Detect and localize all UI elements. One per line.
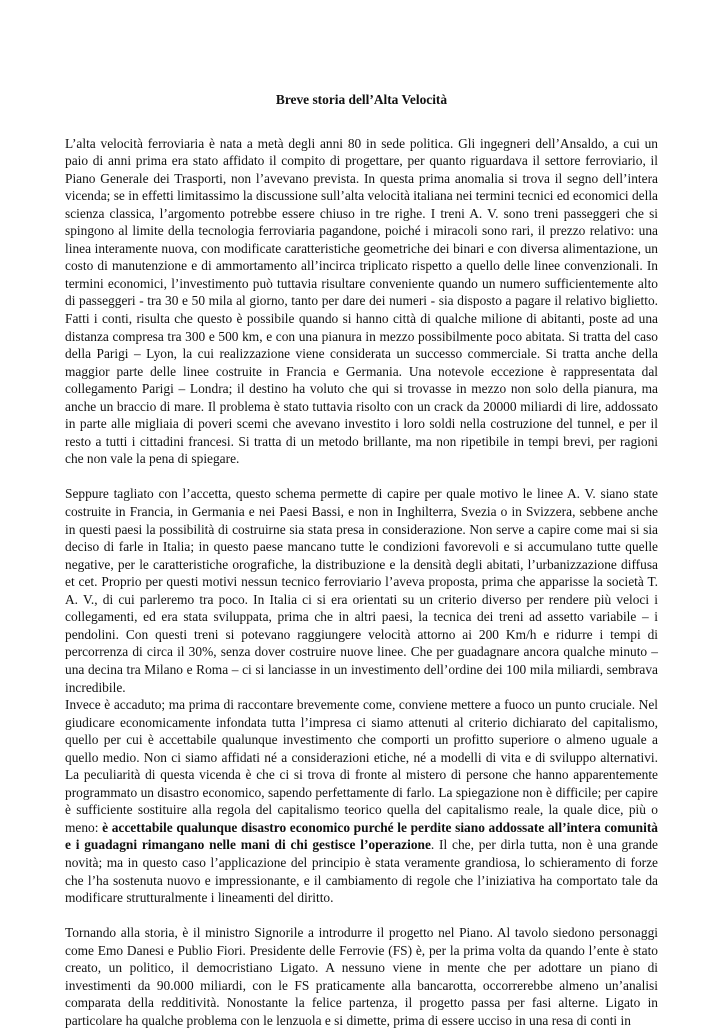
paragraph-3 <box>65 696 658 907</box>
paragraph-3-bold-text: è accettabile qualunque disastro economico purché le perdite siano addossate all’intera comunità e i guadagni rimangano nelle mani di chi gestisce l’operazione <box>65 819 658 853</box>
paragraph-3-text-end: . Il che, per dirla tutta, non è una grande novità; ma in questo caso l’applicazione del principio è stata veramente grandiosa, lo schieramento di forze che l’ha sostenuta nuovo e impressionante, e il cambiamento di regole che l’iniziativa ha comportato tale da modificare strutturalmente i lineamenti del diritto. <box>65 837 658 906</box>
document-title: Breve storia dell’Alta Velocità <box>275 92 448 107</box>
paragraph-4: Tornando alla storia, è il ministro Signorile a introdurre il progetto nel Piano. Al tavolo siedono personaggi come Emo Danesi e Publio Fiori. Presidente delle Ferrovie (FS) è, per la prima volta da quando l’ente è stato creato, un politico, il democristiano Ligato. A nessuno viene in mente che per adottare un piano di investimenti da 90.000 miliardi, con le FS praticamente alla bancarotta, occorrerebbe almeno un’analisi comparata della redditività. Nonostante la felice partenza, il progetto passa per fasi alterne. Ligato in particolare ha qualche problema con le lenzuola e si dimette, prima di essere ucciso in una resa di conti in <box>65 925 658 1028</box>
paragraph-2: Seppure tagliato con l’accetta, questo schema permette di capire per quale motivo le linee A. V. siano state costruite in Francia, in Germania e nei Paesi Bassi, e non in Inghilterra, Svezia o in Svizzera, sebbene anche in questi paesi la possibilità di costruirne sia stata presa in considerazione. Non serve a capire come mai si sia deciso di farle in Italia; in questo paese mancano tutte le condizioni favorevoli e si accumulano tutte quelle negative, per le caratteristiche orografiche, la distribuzione e la densità degli abitati, l’urbanizzazione diffusa et cet. Proprio per questi motivi nessun tecnico ferroviario l’aveva proposta, prima che apparisse la società T. A. V., di cui parleremo tra poco. In Italia ci si era orientati su un criterio diverso per rendere più veloci i collegamenti, ed era stata sviluppata, prima che in altri paesi, la tecnica dei treni ad assetto variabile – i pendolini. Con questi treni si potevano raggiungere velocità attorno ai 200 Km/h e ridurre i tempi di percorrenza di circa il 30%, senza dover costruire nuove linee. Che per guadagnare ancora qualche minuto – una decina tra Milano e Roma – ci si lanciasse in un investimento dell’ordine dei 100 mila miliardi, sembrava incredibile. <box>65 486 658 695</box>
paragraph-1: L’alta velocità ferroviaria è nata a metà degli anni 80 in sede politica. Gli ingegneri dell’Ansaldo, a cui un paio di anni prima era stato affidato il compito di progettare, per quanto riguardava il settore ferroviario, il Piano Generale dei Trasporti, non l’avevano prevista. In questa prima anomalia si trova il segno dell’intera vicenda; se in effetti limitassimo la discussione sull’alta velocità italiana nei termini tecnici ed economici della scienza classica, l’argomento potrebbe essere chiuso in tre righe. I treni A. V. sono treni passeggeri che si spingono al limite della tecnologia ferroviaria pagandone, poiché i miracoli sono rari, il prezzo relativo: una linea interamente nuova, con modificate caratteristiche geometriche dei binari e con diversa alimentazione, un costo di manutenzione e di ammortamento all’incirca triplicato rispetto a quello delle linee convenzionali. In termini economici, l’investimento può tuttavia risultare conveniente quando un numero sufficientemente alto di passeggeri - tra 30 e 50 mila al giorno, tanto per dare dei numeri - sia disposto a pagare il relativo biglietto. Fatti i conti, risulta che questo è possibile quando si hanno città di qualche milione di abitanti, poste ad una distanza compresa tra 300 e 500 km, e con una pianura in mezzo possibilmente poco abitata. Si tratta del caso della Parigi – Lyon, la cui realizzazione viene considerata un successo commerciale. Si tratta anche della maggior parte delle linee costruite in Francia e Germania. Una notevole eccezione è rappresentata dal collegamento Parigi – Londra; il destino ha voluto che qui si trovasse in mezzo non solo della pianura, ma anche un braccio di mare. Il problema è stato tuttavia risolto con un crack da 20000 miliardi di lire, addossato in parte alle migliaia di poveri scemi che avevano investito i loro soldi nella costruzione del tunnel, e per il resto a tutti i cittadini francesi. Si tratta di un metodo brillante, ma non ripetibile in tempi brevi, per ragioni che non vale la pena di spiegare. <box>65 135 658 467</box>
paragraph-3-text: Invece è accaduto; ma prima di raccontare brevemente come, conviene mettere a fuoco un punto cruciale. Nel giudicare economicamente infondata tutta l’impresa ci siamo attenuti al criterio dichiarato del capitalismo, quello per cui è accettabile qualunque investimento che comporti un profitto superiore o almeno uguale a quello medio. Non ci siamo affidati né a considerazioni etiche, né a modelli di vita e di sviluppo alternativi. La peculiarità di questa vicenda è che ci si trova di fronte al mistero di persone che hanno apparentemente programmato un disastro economico, sapendo perfettamente di farlo. La spiegazione non è difficile; per capire è sufficiente sostituire alla regola del capitalismo teorico quella del capitalismo reale, la quale dice, più o meno: <box>65 697 658 835</box>
document-page <box>65 91 658 1029</box>
